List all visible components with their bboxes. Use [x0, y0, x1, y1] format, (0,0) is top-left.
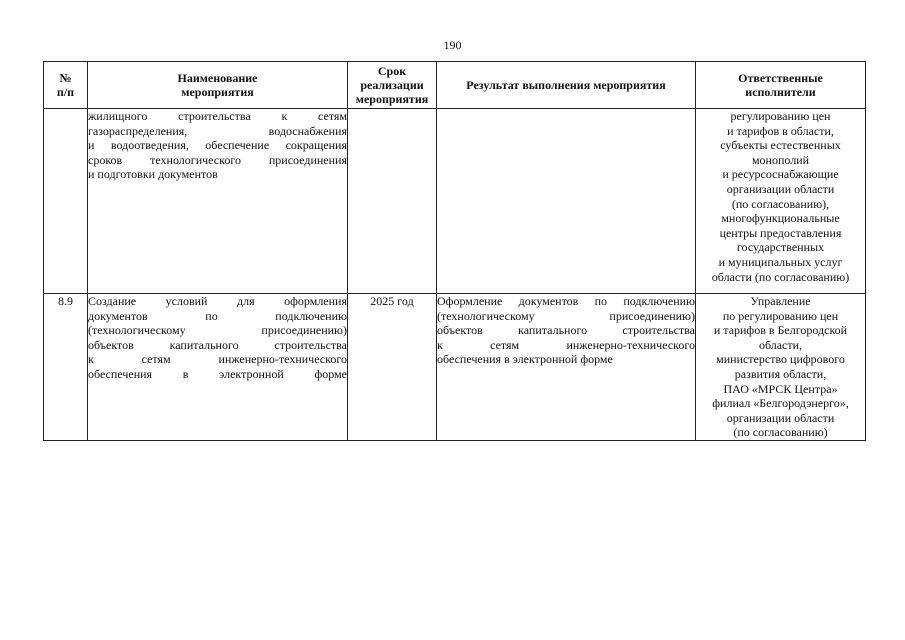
- measures-table: [43, 61, 866, 441]
- text-line: ПАО «МРСК Центра»: [723, 381, 838, 396]
- text-line: регулированию цен: [730, 109, 831, 123]
- text-line: (по согласованию),: [731, 196, 830, 211]
- text-line: газораспределения, водоснабжения: [88, 123, 347, 138]
- text-line: Оформление документов по подключению: [437, 294, 695, 308]
- header-text: исполнители: [745, 85, 816, 99]
- cell-executors: [696, 109, 866, 294]
- text-line: области (по согласованию): [711, 269, 850, 284]
- header-text: №: [59, 71, 72, 85]
- text-line: организации области: [726, 181, 835, 196]
- text-line: филиал «Белгородэнерго»,: [712, 396, 849, 411]
- text-line: по регулированию цен: [722, 308, 839, 323]
- text-line: и тарифов в Белгородской: [713, 323, 848, 338]
- table-header-row: [44, 62, 866, 109]
- text-line: (по согласованию): [733, 425, 828, 440]
- text-line: развития области,: [734, 366, 827, 381]
- cell-term: [348, 109, 437, 294]
- text-line: организации области: [726, 410, 835, 425]
- text-line: (технологическому присоединению): [88, 323, 347, 338]
- text-line: объектов капитального строительства: [437, 323, 695, 338]
- text-line: Создание условий для оформления: [88, 294, 347, 308]
- text-line: монополий: [751, 152, 810, 167]
- text-line: министерство цифрового: [716, 352, 845, 367]
- text-line: сроков технологического присоединения: [88, 152, 347, 167]
- header-num: [44, 62, 88, 109]
- text-line: объектов капитального строительства: [88, 337, 347, 352]
- header-text: мероприятия: [355, 92, 429, 106]
- page-number: 190: [443, 38, 462, 52]
- text-line: к сетям инженерно-технического: [88, 352, 347, 367]
- text-line: (технологическому присоединению): [437, 308, 695, 323]
- cell-term: 2025 год: [348, 294, 437, 441]
- header-text: п/п: [56, 85, 75, 99]
- cell-num: [44, 109, 88, 294]
- header-text: Результат выполнения мероприятия: [466, 78, 666, 92]
- header-text: реализации: [360, 78, 424, 92]
- text-line: государственных: [736, 240, 825, 255]
- text-line: субъекты естественных: [720, 138, 841, 153]
- header-term: [348, 62, 437, 109]
- text-line: и муниципальных услуг: [718, 254, 843, 269]
- cell-name: [88, 294, 348, 441]
- cell-num: 8.9: [44, 294, 88, 441]
- header-text: Ответственные: [738, 71, 823, 85]
- text-line: центры предоставления: [719, 225, 842, 240]
- text-line: области,: [758, 337, 803, 352]
- header-text: Срок: [377, 64, 407, 78]
- header-text: Наименование: [177, 71, 258, 85]
- cell-executors: [696, 294, 866, 441]
- text-line: к сетям инженерно-технического: [437, 337, 695, 352]
- header-executors: [696, 62, 866, 109]
- table-row: [44, 294, 866, 441]
- text-line: и тарифов в области,: [727, 123, 834, 138]
- cell-name: [88, 109, 348, 294]
- text-line: и водоотведения, обеспечение сокращения: [88, 138, 347, 153]
- text-line: обеспечения в электронной форме: [88, 366, 347, 381]
- table-row: [44, 109, 866, 294]
- text-line: документов по подключению: [88, 308, 347, 323]
- header-result: [437, 62, 696, 109]
- text-line: многофункциональные: [721, 211, 840, 226]
- text-line: обеспечения в электронной форме: [437, 352, 613, 367]
- header-text: мероприятия: [181, 85, 254, 99]
- text-line: и ресурсоснабжающие: [722, 167, 839, 182]
- text-line: жилищного строительства к сетям: [88, 109, 347, 123]
- text-line: и подготовки документов: [88, 167, 218, 182]
- cell-result: [437, 294, 696, 441]
- text-line: Управление: [750, 294, 811, 308]
- cell-result: [437, 109, 696, 294]
- header-name: [88, 62, 348, 109]
